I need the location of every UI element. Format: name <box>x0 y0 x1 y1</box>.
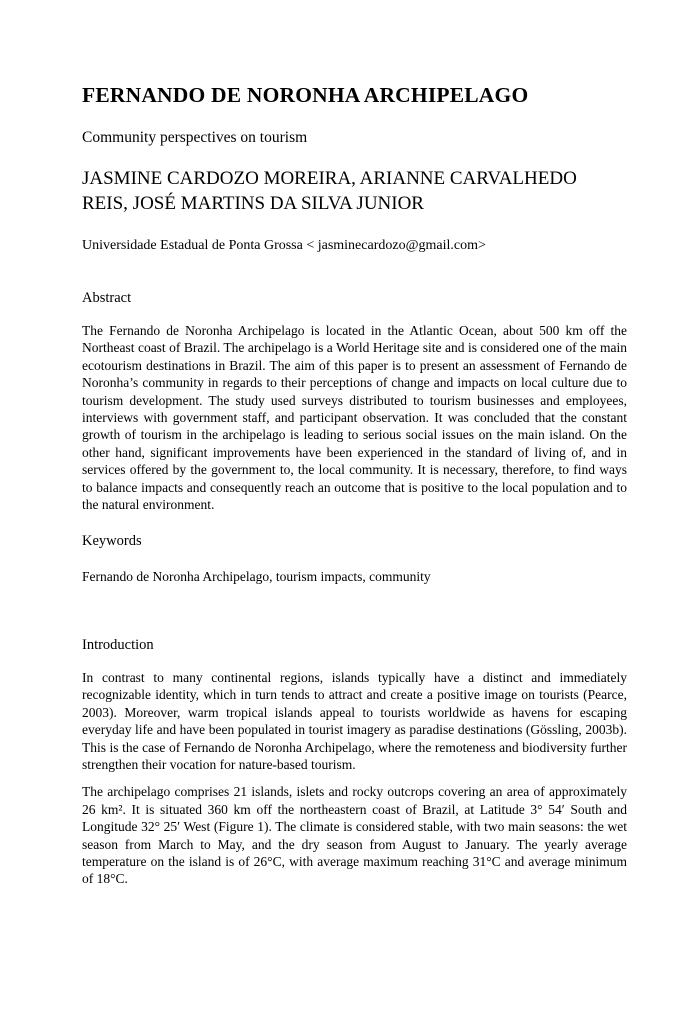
abstract-text: The Fernando de Noronha Archipelago is located in the Atlantic Ocean, about 500 km off the Northeast coast of Brazil. The archipelago is a World Heritage site and is considered one of the main ecotourism destinations in Brazil. The aim of this paper is to present an assessment of Fernando de Noronha’s community in regards to their perceptions of change and impacts on local culture due to tourism development. The study used surveys distributed to tourism businesses and employees, interviews with government staff, and participant observation. It was concluded that the constant growth of tourism in the archipelago is leading to serious social issues on the main island. On the other hand, significant improvements have been experienced in the standard of living of, and in services offered by the government to, the local community. It is necessary, therefore, to find ways to balance impacts and consequently reach an outcome that is positive to the local population and to the natural environment. <box>82 323 627 513</box>
abstract-heading: Abstract <box>82 290 132 306</box>
introduction-heading: Introduction <box>82 636 154 653</box>
keywords-text: Fernando de Noronha Archipelago, tourism impacts, community <box>82 569 431 585</box>
paper-title: FERNANDO DE NORONHA ARCHIPELAGO <box>82 83 529 107</box>
intro-paragraph-2: The archipelago comprises 21 islands, islets and rocky outcrops covering an area of approximately 26 km². It is situated 360 km off the northeastern coast of Brazil, at Latitude 3° 54′ South and Longitude 32° 25′ West (Figure 1). The climate is considered stable, with two main seasons: the wet season from March to May, and the dry season from August to January. The yearly average temperature on the island is of 26°C, with average maximum reaching 31°C and average minimum of 18°C. <box>82 784 627 887</box>
paper-subtitle: Community perspectives on tourism <box>82 129 308 146</box>
authors: JASMINE CARDOZO MOREIRA, ARIANNE CARVALHEDO REIS, JOSÉ MARTINS DA SILVA JUNIOR <box>82 168 577 214</box>
keywords-heading: Keywords <box>82 533 142 550</box>
intro-paragraph-1: In contrast to many continental regions, islands typically have a distinct and immediately recognizable identity, which in turn tends to attract and create a positive image on tourists (Pearce, 2003). Moreover, warm tropical islands appeal to tourists worldwide as havens for escaping everyday life and have been populated in tourist imagery as paradise destinations (Gössling, 2003b). This is the case of Fernando de Noronha Archipelago, where the remoteness and biodiversity further strengthen their vocation for nature-based tourism. <box>82 669 627 772</box>
affiliation: Universidade Estadual de Ponta Grossa < jasminecardozo@gmail.com> <box>82 238 486 253</box>
